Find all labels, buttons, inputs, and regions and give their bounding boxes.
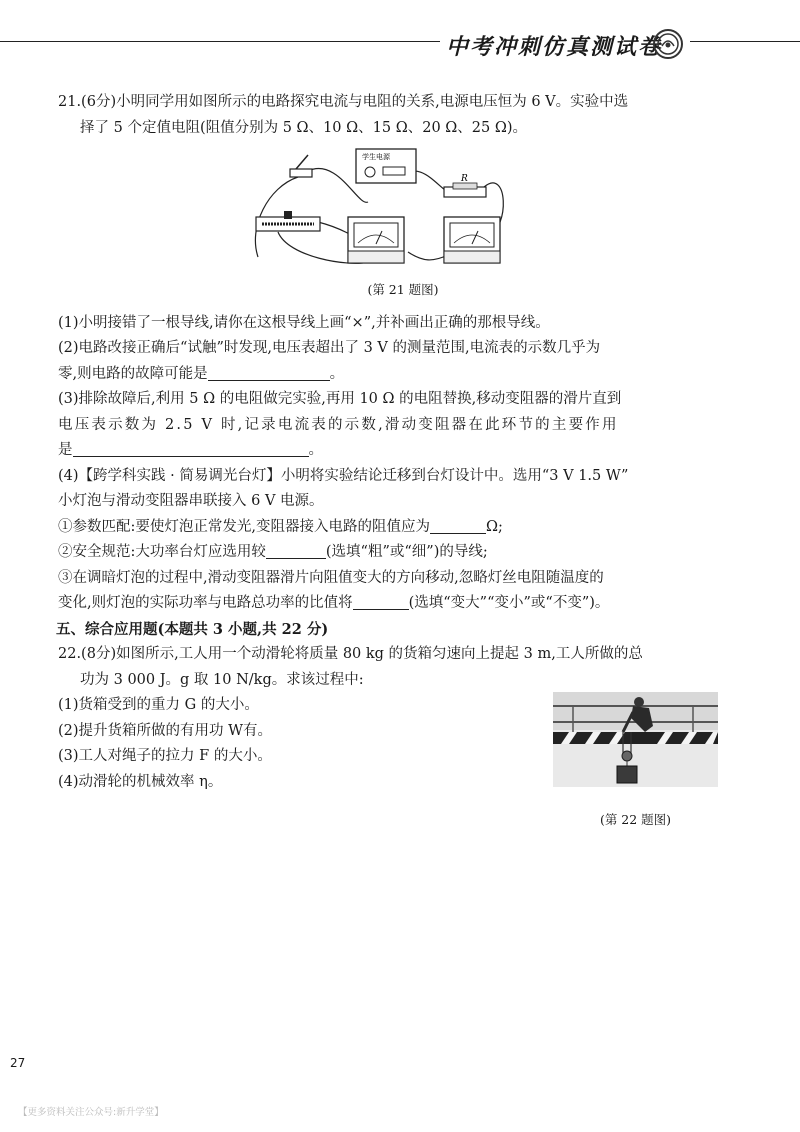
q21-sub2-answer-blank[interactable] <box>266 542 326 559</box>
q21-part1: (1)小明接错了一根导线,请你在这根导线上画“×”,并补画出正确的那根导线。 <box>58 314 550 331</box>
q21-part4-line2: 小灯泡与滑动变阻器串联接入 6 V 电源。 <box>58 493 324 509</box>
q21-sub3-prefix: 变化,则灯泡的实际功率与电路总功率的比值将 <box>58 595 353 611</box>
resistor-label: R <box>461 174 468 184</box>
q21-sub3-line1: ③在调暗灯泡的过程中,滑动变阻器滑片向阻值变大的方向移动,忽略灯丝电阻随温度的 <box>58 569 604 586</box>
header-rule-right <box>690 41 800 42</box>
q21-part3-line1: (3)排除故障后,利用 5 Ω 的电阻做完实验,再用 10 Ω 的电阻替换,移动变阻器的滑片直到 <box>58 391 622 407</box>
q21-part2-line1: (2)电路改接正确后“试触”时发现,电压表超出了 3 V 的测量范围,电流表的示数几乎为 <box>58 340 601 356</box>
q22-item-1: (1)货箱受到的重力 G 的大小。 <box>58 697 259 713</box>
footer-note: 【更多资料关注公众号:新升学堂】 <box>18 1107 164 1118</box>
q21-part3-prefix: 是 <box>58 442 73 458</box>
q21-part2-line2 <box>58 362 748 388</box>
page-number: 27 <box>10 1056 26 1070</box>
q21-part3-line2: 电压表示数为 2.5 V 时,记录电流表的示数,滑动变阻器在此环节的主要作用 <box>58 416 619 433</box>
q21-sub2-prefix: ②安全规范:大功率台灯应选用较 <box>58 544 266 560</box>
q21-figure-caption: (第 21 题图) <box>367 282 439 297</box>
q21-part4-line1: (4)【跨学科实践 · 简易调光台灯】小明将实验结论迁移到台灯设计中。选用“3 V 1.5 W” <box>58 467 629 484</box>
power-supply-label: 学生电源 <box>362 153 390 161</box>
q21-part2-answer-blank[interactable] <box>208 364 330 381</box>
q21-sub1 <box>58 515 748 541</box>
q21-sub3-answer-blank[interactable] <box>353 593 409 610</box>
q21-sub1-prefix: ①参数匹配:要使灯泡正常发光,变阻器接入电路的阻值应为 <box>58 518 430 535</box>
q22-stem-line2: 功为 3 000 J。g 取 10 N/kg。求该过程中: <box>80 671 364 688</box>
q21-part3-answer-blank[interactable] <box>73 440 309 457</box>
q21-part2-suffix: 。 <box>329 365 345 382</box>
q21-sub2 <box>58 540 748 566</box>
q21-stem-line1: 21.(6分)小明同学用如图所示的电路探究电流与电阻的关系,电源电压恒为 6 V。实验中选 <box>58 94 629 110</box>
q21-part2-prefix: 零,则电路的故障可能是 <box>58 365 208 382</box>
q22-item-3: (3)工人对绳子的拉力 F 的大小。 <box>58 748 272 764</box>
page-content <box>56 90 748 827</box>
q22-worker-pulley-photo <box>553 692 718 787</box>
q21-circuit-figure <box>248 147 508 275</box>
q21-sub1-suffix: Ω; <box>486 518 503 535</box>
header-rule-left <box>0 41 440 42</box>
q21-sub3-suffix: (选填“变大”“变小”或“不变”)。 <box>408 595 610 611</box>
section-title: 五、综合应用题(本题共 3 小题,共 22 分) <box>56 620 329 638</box>
q22-item-4: (4)动滑轮的机械效率 η。 <box>58 773 223 790</box>
header-title: 中考冲刺仿真测试卷 <box>446 35 663 60</box>
q21-sub1-answer-blank[interactable] <box>430 517 486 534</box>
q22-item-2: (2)提升货箱所做的有用功 W有。 <box>58 722 273 739</box>
q21-part3-suffix: 。 <box>308 442 323 458</box>
q22-block <box>58 642 748 827</box>
q22-figure-caption: (第 22 题图) <box>599 811 672 827</box>
q22-stem-line1: 22.(8分)如图所示,工人用一个动滑轮将质量 80 kg 的货箱匀速向上提起 3 m,工人所做的总 <box>58 646 643 662</box>
q21-part3-line3 <box>58 438 748 464</box>
q21-sub3-line2 <box>58 591 748 617</box>
q21-sub2-suffix: (选填“粗”或“细”)的导线; <box>325 544 488 560</box>
emblem-icon <box>652 28 684 60</box>
q21-stem-line2: 择了 5 个定值电阻(阻值分别为 5 Ω、10 Ω、15 Ω、20 Ω、25 Ω)。 <box>80 119 528 136</box>
